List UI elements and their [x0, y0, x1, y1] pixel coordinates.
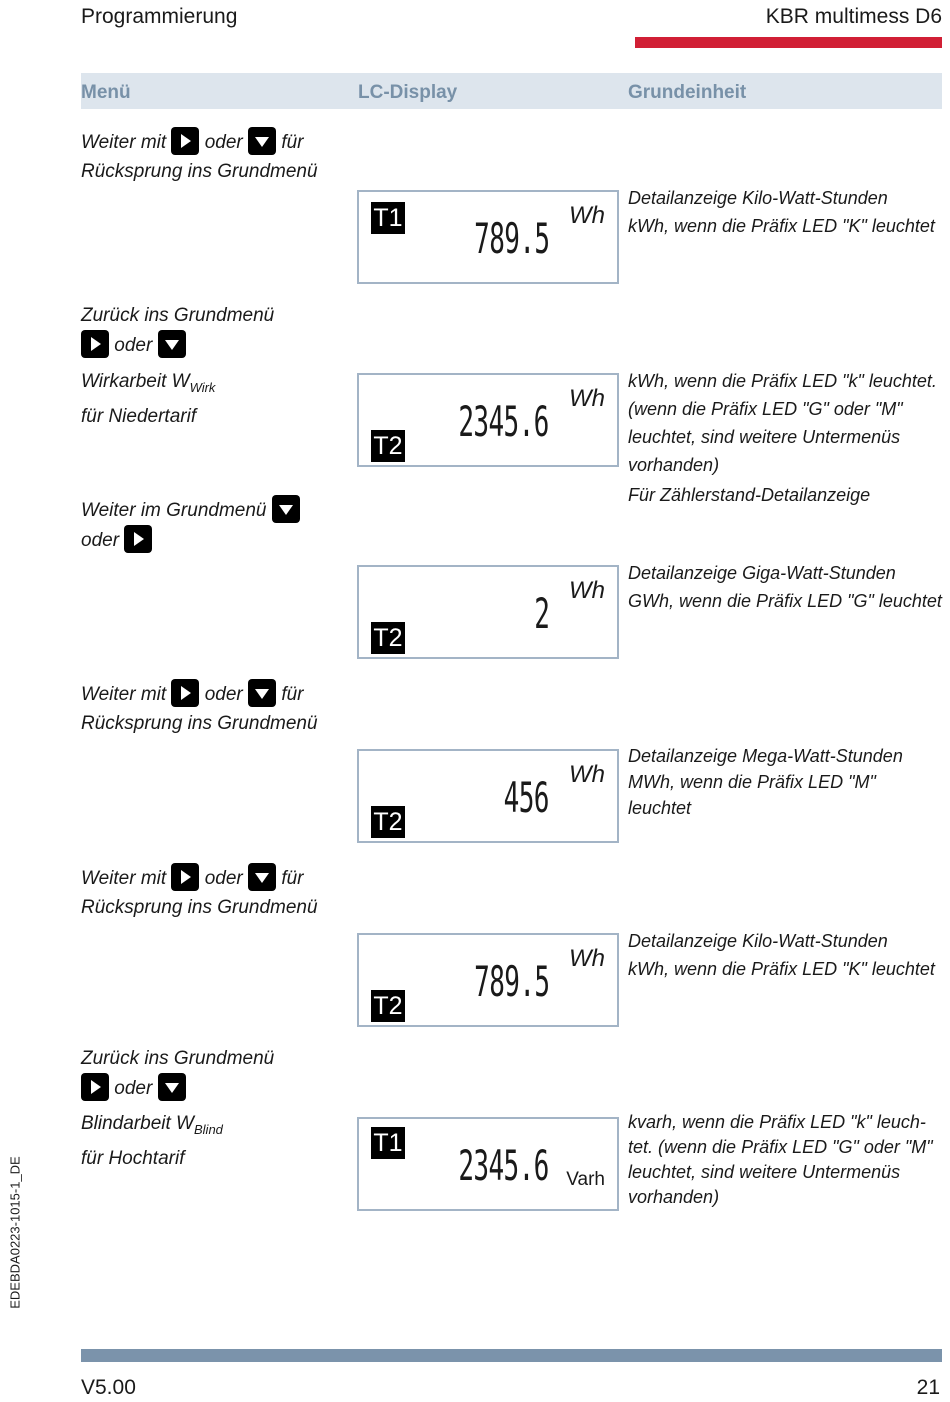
tariff-indicator: T2	[371, 806, 405, 838]
description-2: kWh, wenn die Präfix LED "k" leuchtet. (wenn die Präfix LED "G" oder "M" leuchtet, sind weitere Untermenüs vorhanden) Für Zählerstand-Detailanzeige	[628, 371, 937, 505]
continue-main-menu: Weiter im Grundmenü oder	[81, 495, 300, 555]
lcd-display-3	[357, 565, 619, 659]
down-arrow-icon	[158, 1073, 186, 1101]
description-5: Detailanzeige Kilo-Watt-Stunden kWh, wenn die Präfix LED "K" leuchtet	[628, 931, 935, 979]
lcd-unit: Wh	[569, 761, 605, 788]
version-label: V5.00	[81, 1376, 136, 1399]
right-arrow-icon	[124, 525, 152, 553]
lcd-unit: Varh	[566, 1169, 605, 1190]
document-id: EDEBDA0223-1015-1_DE	[7, 1156, 23, 1309]
col-unit-header: Grundeinheit	[628, 82, 747, 103]
header-accent-bar	[635, 37, 942, 48]
down-arrow-icon	[272, 495, 300, 523]
page-number: 21	[916, 1376, 940, 1399]
product-title: KBR multimess D6	[765, 5, 942, 28]
nav-instruction-2: Weiter mit oder für Rücksprung ins Grundmenü	[81, 679, 318, 738]
lcd-display-6	[357, 1117, 619, 1211]
section-title: Programmierung	[81, 5, 238, 28]
lcd-value: 2345.6	[458, 397, 549, 446]
lcd-unit: Wh	[569, 202, 605, 229]
down-arrow-icon	[158, 330, 186, 358]
lcd-unit: Wh	[569, 577, 605, 604]
tariff-indicator: T1	[371, 1127, 405, 1159]
col-lcd-header: LC-Display	[358, 82, 458, 103]
wirkarbeit-label: Wirkarbeit $W_{Wirk}$ für Niedertarif	[81, 371, 216, 427]
lcd-display-4	[357, 749, 619, 843]
description-1: Detailanzeige Kilo-Watt-Stunden kWh, wenn die Präfix LED "K" leuchtet	[628, 188, 935, 236]
lcd-display-5	[357, 933, 619, 1027]
lcd-display-1	[357, 190, 619, 284]
lcd-value: 456	[503, 773, 549, 822]
down-arrow-icon	[248, 863, 276, 891]
col-menu-header: Menü	[81, 82, 131, 103]
lcd-value: 2	[533, 589, 549, 638]
lcd-value: 789.5	[473, 957, 549, 1006]
tariff-indicator: T1	[371, 202, 405, 234]
down-arrow-icon	[248, 679, 276, 707]
right-arrow-icon	[81, 1073, 109, 1101]
tariff-indicator: T2	[371, 990, 405, 1022]
back-to-main-menu-2: Zurück ins Grundmenü oder	[81, 1048, 275, 1099]
nav-instruction-3: Weiter mit oder für Rücksprung ins Grundmenü	[81, 863, 318, 922]
description-4: Detailanzeige Mega-Watt-Stunden MWh, wenn die Präfix LED "M" leuchtet	[628, 746, 903, 818]
down-arrow-icon	[248, 127, 276, 155]
nav-instruction-1: Weiter mit oder für Rücksprung ins Grundmenü	[81, 127, 318, 186]
description-6: kvarh, wenn die Präfix LED "k" leuch- tet. (wenn die Präfix LED "G" oder "M" leuchtet, sind weitere Untermenüs vorhanden)	[628, 1112, 933, 1207]
footer-bar	[81, 1349, 942, 1362]
tariff-indicator: T2	[371, 430, 405, 462]
lcd-value: 789.5	[473, 214, 549, 263]
right-arrow-icon	[171, 679, 199, 707]
lcd-unit: Wh	[569, 945, 605, 972]
description-3: Detailanzeige Giga-Watt-Stunden GWh, wenn die Präfix LED "G" leuchtet	[628, 563, 942, 611]
lcd-display-2	[357, 373, 619, 467]
table-header	[81, 73, 942, 109]
blindarbeit-label: Blindarbeit $W_{Blind}$ für Hochtarif	[81, 1113, 223, 1169]
back-to-main-menu-1: Zurück ins Grundmenü oder	[81, 305, 275, 356]
lcd-value: 2345.6	[458, 1141, 549, 1190]
lcd-unit: Wh	[569, 385, 605, 412]
right-arrow-icon	[171, 127, 199, 155]
tariff-indicator: T2	[371, 622, 405, 654]
right-arrow-icon	[81, 330, 109, 358]
right-arrow-icon	[171, 863, 199, 891]
